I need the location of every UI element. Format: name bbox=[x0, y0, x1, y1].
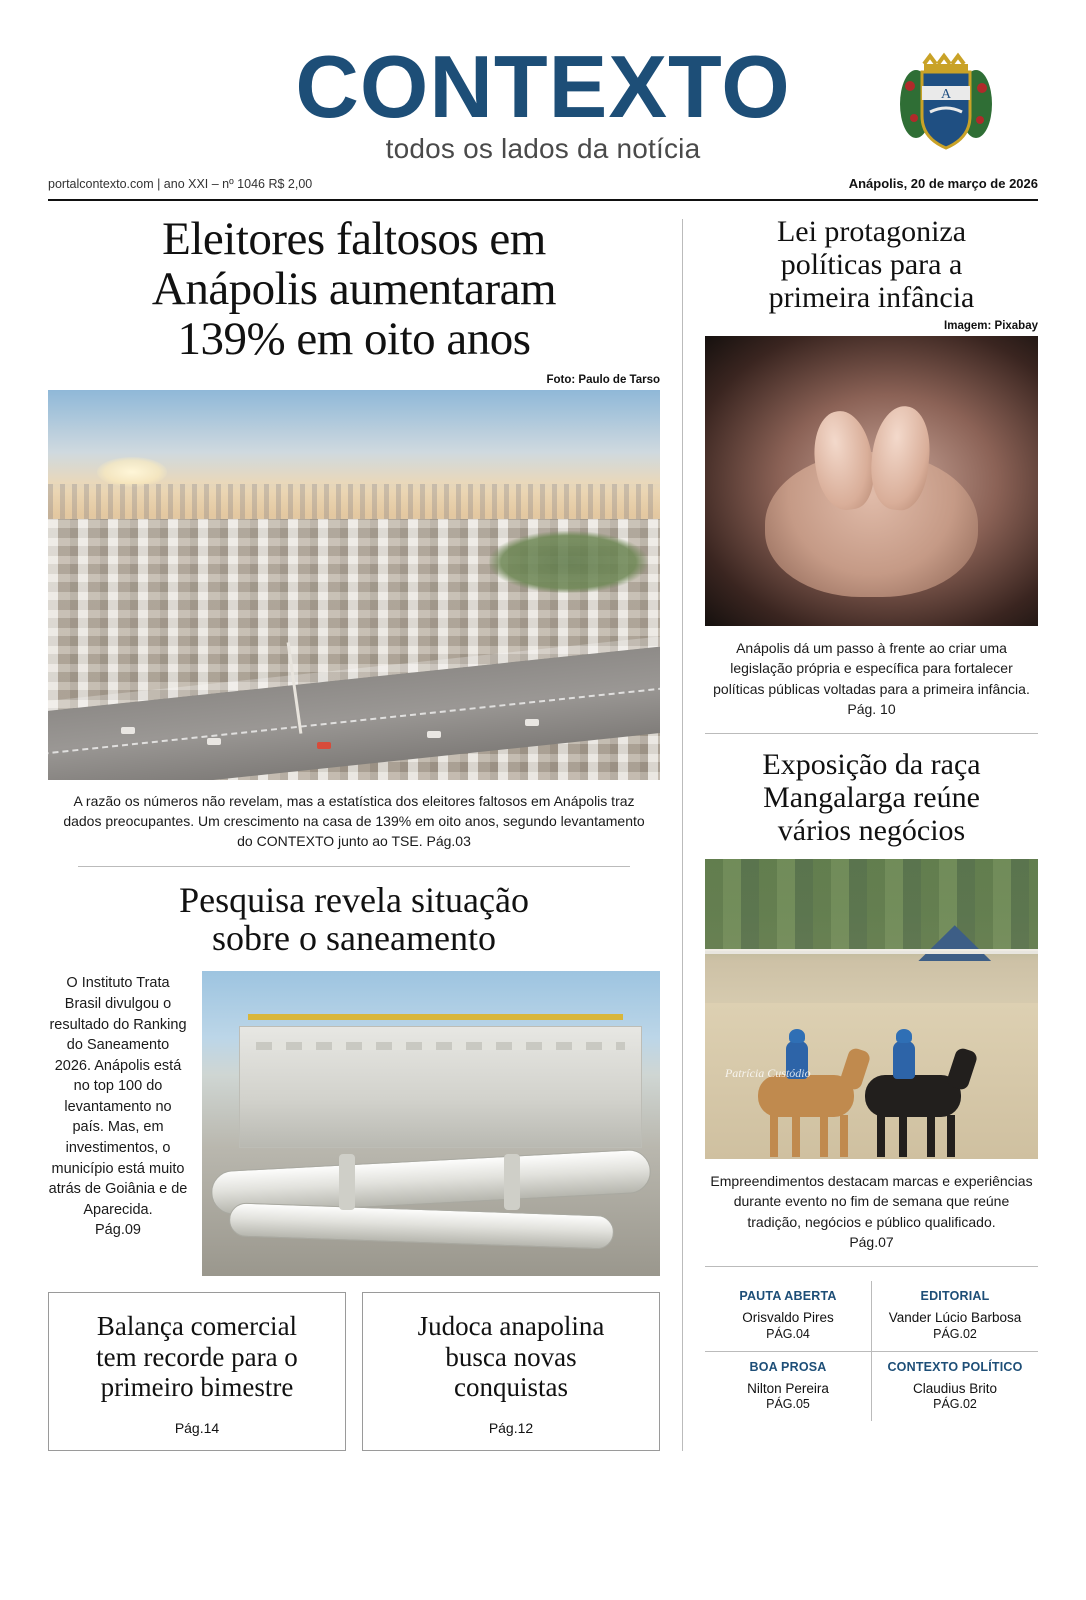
columnist-page: PÁG.05 bbox=[766, 1397, 810, 1412]
right-column bbox=[683, 215, 1038, 1451]
saneamento-text-wrap bbox=[48, 971, 188, 1276]
logo-title: CONTEXTO bbox=[295, 37, 791, 137]
saneamento-headline bbox=[48, 881, 660, 957]
photo-watermark: Patrícia Custódio bbox=[724, 1066, 811, 1081]
logo bbox=[295, 37, 791, 165]
mangalarga-horse-expo-photo bbox=[705, 859, 1038, 1159]
yellow-railing bbox=[248, 1014, 624, 1020]
page-content bbox=[48, 215, 1038, 1451]
horse-leg bbox=[877, 1115, 885, 1157]
columnist-section: CONTEXTO POLÍTICO bbox=[887, 1359, 1023, 1374]
story1-headline-line2: políticas para a bbox=[780, 248, 963, 281]
columnist-page: PÁG.04 bbox=[766, 1326, 810, 1341]
horse-leg bbox=[927, 1115, 935, 1157]
columnists-grid bbox=[705, 1281, 1038, 1421]
lead-caption: A razão os números não revelam, mas a estatística dos eleitores faltosos em Anápolis traz dados preocupantes. Um crescimento na casa de 139% em oito anos, segundo levantamento do CONTEXTO junto ao TSE. Pág.03 bbox=[63, 793, 645, 850]
horse-leg bbox=[840, 1115, 848, 1157]
story1-headline-line3: primeira infância bbox=[768, 281, 975, 314]
brief-title-line3: primeiro bimestre bbox=[100, 1371, 294, 1402]
story1-headline-line1: Lei protagoniza bbox=[776, 215, 967, 248]
brief-title-line3: conquistas bbox=[454, 1371, 568, 1402]
brief-box-title bbox=[373, 1311, 649, 1402]
brief-box-title bbox=[59, 1311, 335, 1402]
green-area bbox=[489, 531, 648, 593]
anapolis-aerial-photo bbox=[48, 390, 660, 780]
brief-box-page: Pág.12 bbox=[488, 1420, 534, 1437]
logo-tagline: todos os lados da notícia bbox=[385, 132, 701, 164]
columnist-name: Claudius Brito bbox=[912, 1380, 998, 1396]
columnist-page: PÁG.02 bbox=[933, 1397, 977, 1412]
columnist-page: PÁG.02 bbox=[933, 1326, 977, 1341]
coat-of-arms-icon bbox=[894, 46, 998, 162]
horse-and-rider bbox=[865, 1075, 961, 1117]
columnist-pauta-aberta[interactable] bbox=[705, 1281, 871, 1351]
sun-glow bbox=[97, 457, 167, 487]
story1-caption bbox=[705, 638, 1038, 719]
columnist-section: BOA PROSA bbox=[749, 1359, 827, 1374]
brief-box[interactable] bbox=[48, 1292, 346, 1451]
columnist-section: EDITORIAL bbox=[920, 1289, 990, 1304]
horse-leg bbox=[770, 1115, 778, 1157]
columnist-section: PAUTA ABERTA bbox=[739, 1289, 837, 1304]
story1-caption-text: Anápolis dá um passo à frente ao criar uma legislação própria e específica para fortalecer políticas públicas voltadas para a primeira infância. bbox=[713, 640, 1030, 697]
saneamento-text: O Instituto Trata Brasil divulgou o resultado do Ranking do Saneamento 2026. Anápolis está no top 100 do levantamento no país. Mas, em investimentos, o município está muito atrás de Goiânia e de Aparecida. bbox=[48, 975, 188, 1218]
arena-fence bbox=[705, 949, 1038, 973]
brief-box[interactable] bbox=[362, 1292, 660, 1451]
saneamento-headline-line1: Pesquisa revela situação bbox=[179, 880, 529, 921]
horse-leg bbox=[820, 1115, 828, 1157]
brief-title-line1: Balança comercial bbox=[96, 1311, 298, 1342]
info-bar bbox=[48, 176, 1038, 197]
divider bbox=[705, 733, 1038, 734]
brief-title-line2: tem recorde para o bbox=[96, 1341, 298, 1372]
columnist-boa-prosa[interactable] bbox=[705, 1352, 871, 1422]
saneamento-block bbox=[48, 971, 660, 1276]
tree-line bbox=[705, 859, 1038, 949]
horse-leg bbox=[792, 1115, 800, 1157]
lead-photo-credit: Foto: Paulo de Tarso bbox=[546, 374, 660, 387]
lead-headline-line1: Eleitores faltosos em bbox=[162, 213, 546, 265]
pipe-flange bbox=[339, 1154, 355, 1210]
horse-leg bbox=[947, 1115, 955, 1157]
car bbox=[207, 738, 221, 745]
columnist-name: Nilton Pereira bbox=[747, 1380, 829, 1396]
story2-headline-line1: Exposição da raça bbox=[762, 748, 981, 782]
car bbox=[121, 727, 135, 734]
saneamento-page: Pág.09 bbox=[95, 1222, 141, 1239]
rider bbox=[893, 1041, 915, 1079]
car bbox=[525, 719, 539, 726]
columnist-contexto-politico[interactable] bbox=[871, 1352, 1038, 1422]
horse-leg bbox=[899, 1115, 907, 1157]
water-treatment-plant-photo-wrap bbox=[202, 971, 660, 1276]
horse-and-rider bbox=[758, 1075, 854, 1117]
site-and-issue: portalcontexto.com | ano XXI – nº 1046 R$ 2,00 bbox=[48, 177, 313, 191]
car bbox=[427, 731, 441, 738]
story2-headline-line2: Mangalarga reúne bbox=[763, 781, 980, 815]
lead-headline-line2: Anápolis aumentaram bbox=[151, 262, 557, 315]
columnists-row bbox=[705, 1352, 1038, 1422]
masthead bbox=[48, 0, 1038, 176]
story2-headline bbox=[705, 748, 1038, 847]
issue-date: Anápolis, 20 de março de 2026 bbox=[848, 176, 1038, 191]
story2-caption bbox=[705, 1171, 1038, 1252]
large-pipe bbox=[229, 1203, 615, 1250]
saneamento-headline-line2: sobre o saneamento bbox=[212, 918, 496, 959]
header-rule bbox=[48, 199, 1038, 201]
brief-boxes bbox=[48, 1292, 660, 1451]
lead-headline bbox=[48, 215, 660, 364]
columnists-row bbox=[705, 1281, 1038, 1351]
story2-caption-text: Empreendimentos destacam marcas e experiências durante evento no fim de semana que reúne tradição, negócios e público qualificado. bbox=[710, 1173, 1033, 1230]
water-treatment-plant-photo bbox=[202, 971, 660, 1276]
left-column bbox=[48, 215, 682, 1451]
story1-page: Pág. 10 bbox=[847, 700, 896, 717]
car bbox=[317, 742, 331, 749]
story2-headline-line3: vários negócios bbox=[777, 814, 966, 848]
treatment-structure bbox=[239, 1026, 642, 1148]
brief-box-page: Pág.14 bbox=[174, 1420, 220, 1437]
divider bbox=[78, 866, 630, 867]
divider bbox=[705, 1266, 1038, 1267]
columnist-name: Orisvaldo Pires bbox=[742, 1310, 834, 1326]
brief-title-line1: Judoca anapolina bbox=[417, 1311, 605, 1342]
svg-text:A: A bbox=[940, 87, 952, 102]
story1-headline bbox=[705, 215, 1038, 314]
story1-image-credit: Imagem: Pixabay bbox=[944, 320, 1038, 332]
columnist-editorial[interactable] bbox=[871, 1281, 1038, 1351]
lead-headline-line3: 139% em oito anos bbox=[177, 312, 531, 365]
brief-title-line2: busca novas bbox=[445, 1341, 577, 1372]
pipe-flange bbox=[504, 1154, 520, 1210]
columnist-name: Vander Lúcio Barbosa bbox=[888, 1310, 1022, 1326]
baby-feet-in-hands-photo bbox=[705, 336, 1038, 626]
story2-page: Pág.07 bbox=[849, 1234, 894, 1251]
